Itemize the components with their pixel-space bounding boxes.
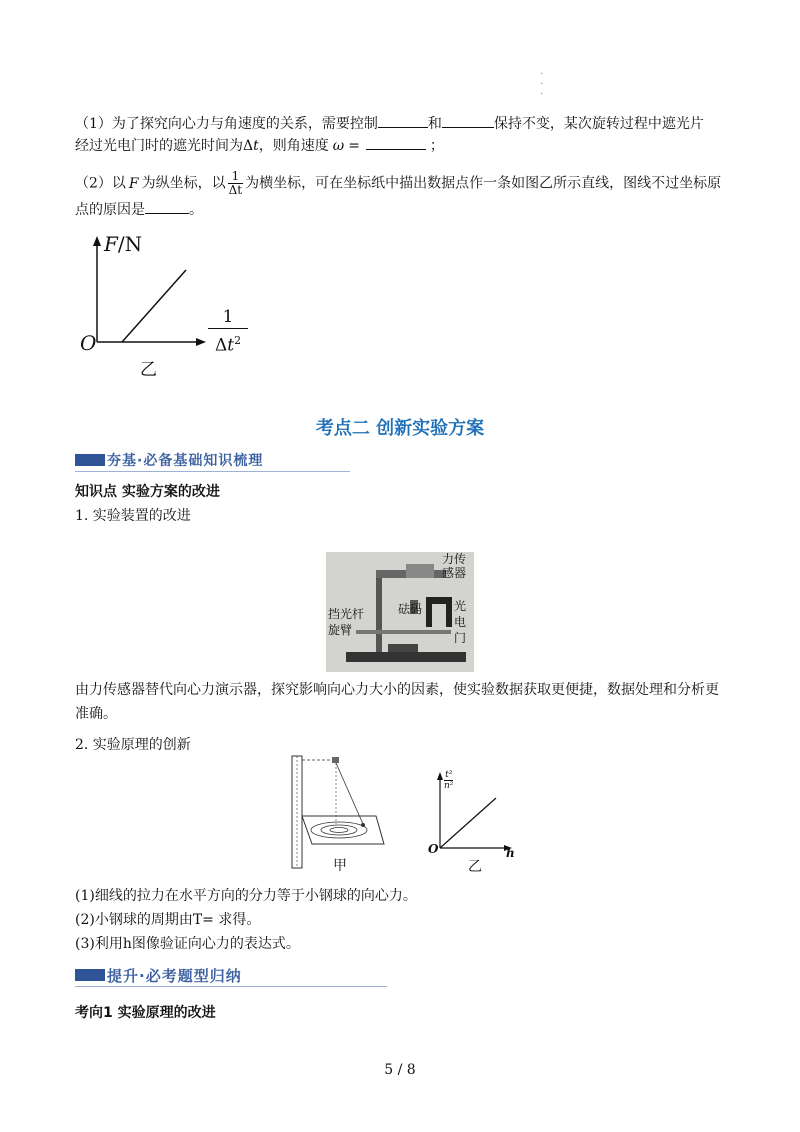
- graph2-ylabel-num: t²: [445, 770, 453, 780]
- graph1-xlabel-num: 1: [208, 306, 248, 329]
- q2-fraction-den: Δt: [228, 183, 243, 197]
- answer-blank-2: [442, 113, 494, 128]
- label-sensor-line2: 感器: [442, 566, 467, 580]
- suspension-point: [332, 757, 339, 763]
- answer-blank-3: [366, 135, 426, 150]
- q1-equals: =: [348, 138, 360, 154]
- graph1-xlabel-t: t: [227, 335, 235, 356]
- q2-text-end: 。: [189, 202, 203, 218]
- apparatus-photo: [326, 552, 474, 672]
- q1-omega: ω: [332, 138, 345, 154]
- answer-blank-1: [378, 113, 428, 128]
- y-axis-arrow: [93, 236, 101, 246]
- graph1-ylabel-var: F: [104, 232, 118, 256]
- label-rod: 挡光杆: [328, 607, 365, 621]
- graph2-y-arrow: [437, 772, 443, 780]
- label-force-sensor: [442, 552, 466, 580]
- item-2-heading: 2. 实验原理的创新: [75, 737, 191, 753]
- banner2-text: 提升·必考题型归纳: [107, 967, 242, 985]
- q2-text-c: 为横坐标，可在坐标纸中描出数据点作一条如图乙所示直线，图线不过坐标原: [245, 175, 722, 192]
- string: [336, 763, 363, 824]
- force-sensor: [406, 564, 434, 578]
- label-rod-arm: [328, 606, 364, 638]
- q1-text-end: ；: [429, 138, 444, 154]
- rotating-arm: [356, 630, 451, 634]
- para1-line2: 准确。: [75, 706, 117, 722]
- item-1-heading: 1. 实验装置的改进: [75, 508, 191, 524]
- banner-text: 夯基·必备基础知识梳理: [107, 453, 264, 469]
- q2-text-a: （2）以: [75, 175, 126, 192]
- graph2-xlabel: h: [506, 846, 515, 860]
- graph1-caption: 乙: [140, 360, 157, 380]
- knowledge-heading: 知识点 实验方案的改进: [75, 484, 220, 500]
- graph2-ylabel-den: n²: [444, 781, 454, 791]
- kaoxiang-heading: 考向1 实验原理的改进: [75, 1005, 216, 1021]
- q1-text-c: 保持不变，某次旋转过程中遮光片: [493, 116, 704, 132]
- paragraph-1: [75, 678, 730, 726]
- base: [346, 652, 466, 662]
- steel-ball: [361, 823, 365, 827]
- graph2-ylabel: [444, 770, 453, 791]
- banner2-bar: [75, 969, 105, 981]
- list-item: (3)利用h图像验证向心力的表达式。: [75, 936, 300, 952]
- label-photo-gate: [454, 598, 474, 646]
- graph1-xlabel: [208, 306, 248, 358]
- graph1-xlabel-den: [208, 329, 248, 358]
- label-arm: 旋臂: [328, 623, 353, 637]
- graph1-ylabel-unit: /N: [117, 232, 143, 256]
- graph2-caption: 乙: [468, 859, 482, 875]
- base-mount: [388, 644, 418, 652]
- graph1-ylabel: [104, 232, 142, 256]
- x-axis-arrow: [196, 338, 206, 346]
- q1-text-b: 和: [427, 116, 442, 132]
- q1-text-d: 经过光电门时的遮光时间为Δ: [75, 138, 254, 154]
- banner2-underline: [75, 986, 387, 987]
- page-number: 5 / 8: [384, 1062, 416, 1078]
- q2-var-f: F: [128, 175, 139, 192]
- label-gate-line1: 光电: [454, 599, 467, 629]
- graph1-xlabel-exp: 2: [234, 334, 242, 347]
- graph2-origin: O: [428, 842, 439, 856]
- banner-basic-knowledge: [75, 450, 350, 470]
- innovation-list: [75, 884, 417, 956]
- list-item: (2)小钢球的周期由T= 求得。: [75, 912, 261, 928]
- q2-text-d: 点的原因是: [75, 202, 145, 218]
- q2-fraction-num: 1: [228, 170, 244, 184]
- graph1-origin: O: [80, 331, 97, 355]
- circle-middle: [321, 825, 357, 835]
- graph2-line: [440, 798, 496, 848]
- label-weight: 砝码: [398, 602, 423, 616]
- section-title: 考点二 创新实验方案: [315, 418, 485, 439]
- q1-text-a: （1）为了探究向心力与角速度的关系，需要控制: [75, 116, 378, 132]
- banner-bar: [75, 454, 105, 466]
- banner-type-summary: [75, 965, 387, 985]
- label-gate-line2: 门: [454, 631, 467, 645]
- q1-var-t: t: [253, 138, 259, 154]
- circle-outer: [311, 822, 367, 838]
- q1-text-e: ，则角速度: [258, 138, 329, 154]
- vertical-post: [376, 570, 382, 655]
- question-1: [75, 113, 730, 157]
- graph1-xlabel-delta: Δ: [214, 335, 228, 356]
- list-item: (1)细线的拉力在水平方向的分力等于小钢球的向心力。: [75, 888, 417, 904]
- graph-line: [122, 270, 186, 342]
- figure-jia-caption: 甲: [333, 858, 347, 874]
- answer-blank-4: [145, 199, 189, 214]
- decorative-dots: · · ·: [540, 69, 544, 100]
- question-2: [75, 170, 730, 223]
- para1-line1: 由力传感器替代向心力演示器，探究影响向心力大小的因素，使实验数据获取更便捷，数据处理和分析更: [75, 682, 719, 698]
- banner-underline: [75, 471, 350, 472]
- circle-inner: [330, 828, 348, 833]
- paper-sheet: [302, 816, 384, 844]
- q2-text-b: 为纵坐标，以: [141, 175, 226, 192]
- label-sensor-line1: 力传: [442, 552, 467, 566]
- q2-fraction: [228, 170, 244, 197]
